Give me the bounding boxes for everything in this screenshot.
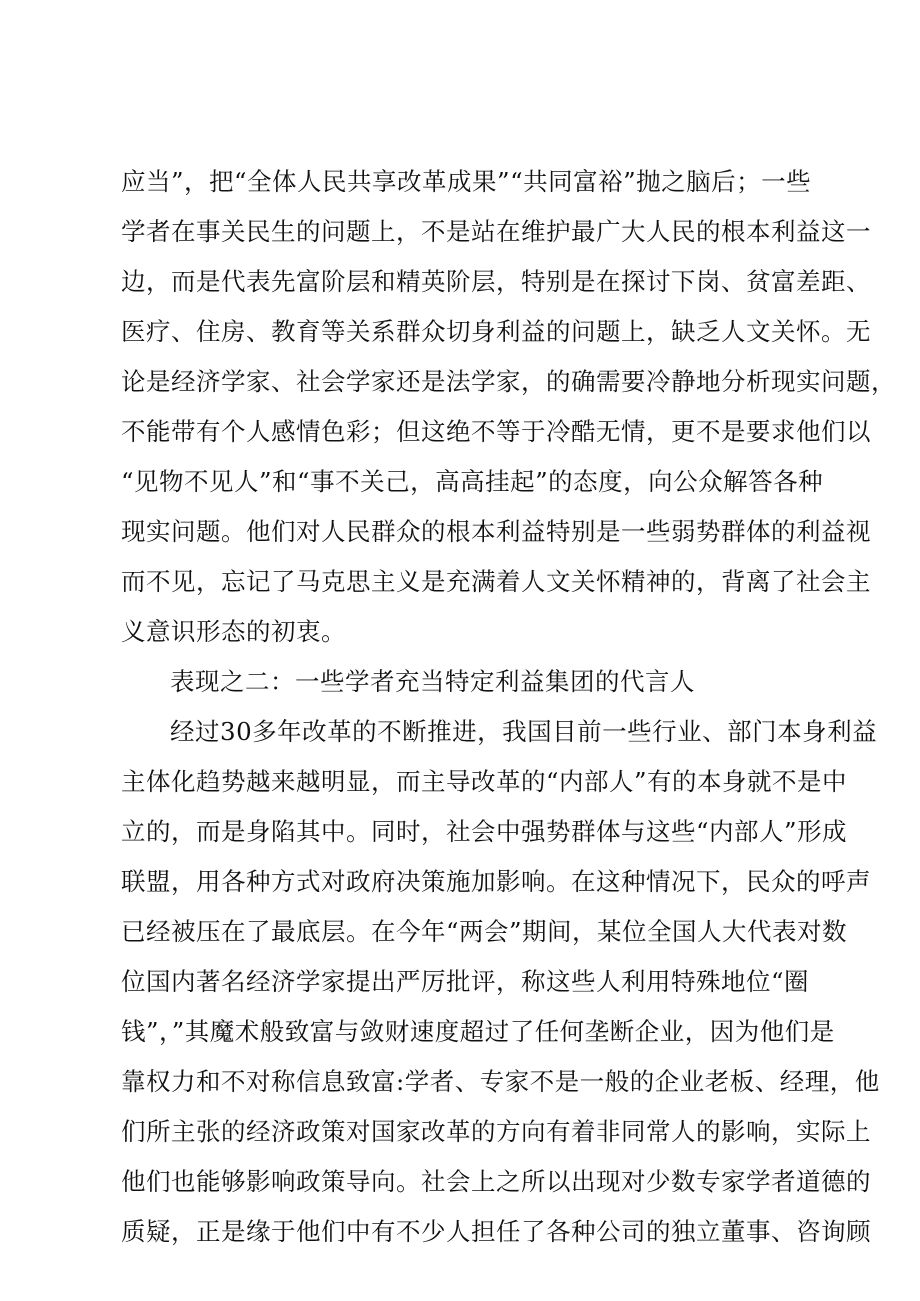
- text-line-18: 钱”，”其魔术般致富与敛财速度超过了任何垄断企业，因为他们是: [121, 1017, 835, 1046]
- text-line-10: 义意识形态的初衷。: [121, 617, 346, 646]
- text-line-3: 边，而是代表先富阶层和精英阶层，特别是在探讨下岗、贫富差距、: [121, 267, 871, 296]
- text-line-14: 立的，而是身陷其中。同时，社会中强势群体与这些“内部人”形成: [121, 817, 848, 846]
- text-line-1: 应当”，把“全体人民共享改革成果”“共同富裕”抛之脑后；一些: [121, 167, 812, 196]
- section-heading: 表现之二：一些学者充当特定利益集团的代言人: [170, 667, 695, 696]
- text-line-6: 不能带有个人感情色彩；但这绝不等于冷酷无情，更不是要求他们以: [121, 417, 871, 446]
- text-line-19: 靠权力和不对称信息致富:学者、专家不是一般的企业老板、经理，他: [121, 1067, 880, 1096]
- text-line-20: 们所主张的经济政策对国家改革的方向有着非同常人的影响，实际上: [121, 1117, 871, 1146]
- text-line-9: 而不见，忘记了马克思主义是充满着人文关怀精神的，背离了社会主: [121, 567, 871, 596]
- text-line-17: 位国内著名经济学家提出严厉批评，称这些人利用特殊地位“圈: [121, 967, 810, 996]
- text-line-12: 经过30多年改革的不断推进，我国目前一些行业、部门本身利益: [170, 717, 878, 746]
- text-line-21: 他们也能够影响政策导向。社会上之所以出现对少数专家学者道德的: [121, 1167, 871, 1196]
- text-line-8: 现实问题。他们对人民群众的根本利益特别是一些弱势群体的利益视: [121, 517, 871, 546]
- text-line-13: 主体化趋势越来越明显，而主导改革的“内部人”有的本身就不是中: [121, 767, 848, 796]
- text-line-22: 质疑，正是缘于他们中有不少人担任了各种公司的独立董事、咨询顾: [121, 1217, 871, 1246]
- text-line-2: 学者在事关民生的问题上，不是站在维护最广大人民的根本利益这一: [121, 217, 871, 246]
- text-line-5: 论是经济学家、社会学家还是法学家，的确需要冷静地分析现实问题，: [121, 367, 896, 396]
- text-line-15: 联盟，用各种方式对政府决策施加影响。在这种情况下，民众的呼声: [121, 867, 871, 896]
- text-line-7: “见物不见人”和“事不关己，高高挂起”的态度，向公众解答各种: [121, 467, 824, 496]
- text-line-4: 医疗、住房、教育等关系群众切身利益的问题上，缺乏人文关怀。无: [121, 317, 871, 346]
- text-line-16: 已经被压在了最底层。在今年“两会”期间，某位全国人大代表对数: [121, 917, 848, 946]
